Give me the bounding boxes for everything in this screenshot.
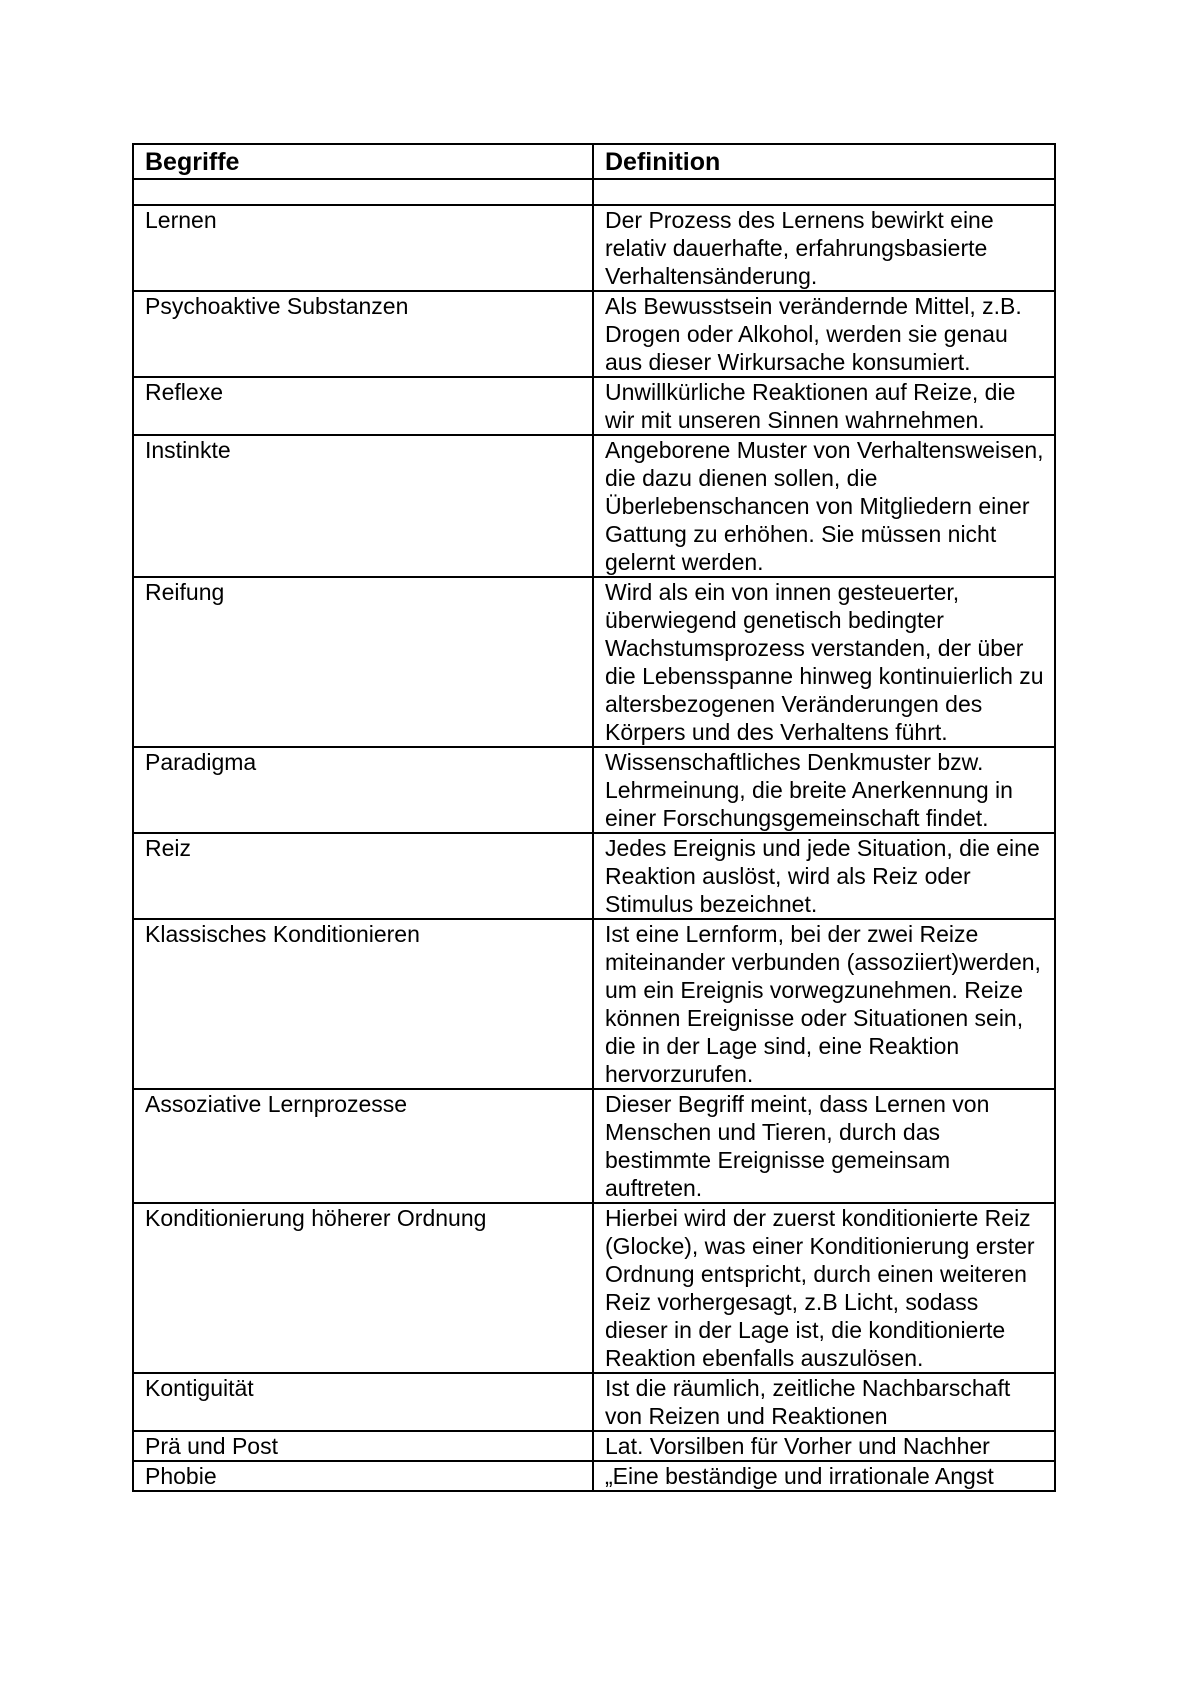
term-cell: Instinkte — [133, 435, 593, 577]
term-cell: Lernen — [133, 205, 593, 291]
definition-cell: Dieser Begriff meint, dass Lernen von Menschen und Tieren, durch das bestimmte Ereignisse gemeinsam auftreten. — [593, 1089, 1055, 1203]
definition-cell: Wissenschaftliches Denkmuster bzw. Lehrmeinung, die breite Anerkennung in einer Forschungsgemeinschaft findet. — [593, 747, 1055, 833]
table-row — [133, 1089, 1055, 1203]
table-row — [133, 1461, 1055, 1491]
table-row — [133, 833, 1055, 919]
definition-cell: Hierbei wird der zuerst konditionierte Reiz (Glocke), was einer Konditionierung erster Ordnung entspricht, durch einen weiteren Reiz vorhergesagt, z.B Licht, sodass dieser in der Lage ist, die konditionierte Reaktion ebenfalls auszulösen. — [593, 1203, 1055, 1373]
term-cell: Prä und Post — [133, 1431, 593, 1461]
header-definition: Definition — [593, 144, 1055, 179]
definition-cell: Ist eine Lernform, bei der zwei Reize miteinander verbunden (assoziiert)werden, um ein Ereignis vorwegzunehmen. Reize können Ereignisse oder Situationen sein, die in der Lage sind, eine Reaktion hervorzurufen. — [593, 919, 1055, 1089]
term-cell: Psychoaktive Substanzen — [133, 291, 593, 377]
header-term: Begriffe — [133, 144, 593, 179]
table-row — [133, 747, 1055, 833]
glossary-table — [132, 143, 1056, 1492]
empty-cell-definition — [593, 179, 1055, 205]
table-row — [133, 919, 1055, 1089]
definition-cell: Ist die räumlich, zeitliche Nachbarschaft von Reizen und Reaktionen — [593, 1373, 1055, 1431]
empty-cell-term — [133, 179, 593, 205]
empty-row — [133, 179, 1055, 205]
table-row — [133, 291, 1055, 377]
table-row — [133, 1431, 1055, 1461]
definition-cell: Unwillkürliche Reaktionen auf Reize, die wir mit unseren Sinnen wahrnehmen. — [593, 377, 1055, 435]
definition-cell: Lat. Vorsilben für Vorher und Nachher — [593, 1431, 1055, 1461]
definition-cell: Der Prozess des Lernens bewirkt eine relativ dauerhafte, erfahrungsbasierte Verhaltensänderung. — [593, 205, 1055, 291]
table-row — [133, 577, 1055, 747]
table-row — [133, 205, 1055, 291]
table-row — [133, 435, 1055, 577]
term-cell: Paradigma — [133, 747, 593, 833]
term-cell: Klassisches Konditionieren — [133, 919, 593, 1089]
table-row — [133, 1373, 1055, 1431]
term-cell: Reifung — [133, 577, 593, 747]
definition-cell: Wird als ein von innen gesteuerter, überwiegend genetisch bedingter Wachstumsprozess verstanden, der über die Lebensspanne hinweg kontinuierlich zu altersbezogenen Veränderungen des Körpers und des Verhaltens führt. — [593, 577, 1055, 747]
term-cell: Kontiguität — [133, 1373, 593, 1431]
definition-cell: Jedes Ereignis und jede Situation, die eine Reaktion auslöst, wird als Reiz oder Stimulus bezeichnet. — [593, 833, 1055, 919]
term-cell: Reiz — [133, 833, 593, 919]
table-row — [133, 1203, 1055, 1373]
definition-cell: „Eine beständige und irrationale Angst — [593, 1461, 1055, 1491]
definition-cell: Angeborene Muster von Verhaltensweisen, die dazu dienen sollen, die Überlebenschancen von Mitgliedern einer Gattung zu erhöhen. Sie müssen nicht gelernt werden. — [593, 435, 1055, 577]
document-page — [132, 143, 1054, 1492]
term-cell: Konditionierung höherer Ordnung — [133, 1203, 593, 1373]
term-cell: Assoziative Lernprozesse — [133, 1089, 593, 1203]
term-cell: Reflexe — [133, 377, 593, 435]
term-cell: Phobie — [133, 1461, 593, 1491]
definition-cell: Als Bewusstsein verändernde Mittel, z.B. Drogen oder Alkohol, werden sie genau aus dieser Wirkursache konsumiert. — [593, 291, 1055, 377]
table-row — [133, 377, 1055, 435]
table-header-row — [133, 144, 1055, 179]
